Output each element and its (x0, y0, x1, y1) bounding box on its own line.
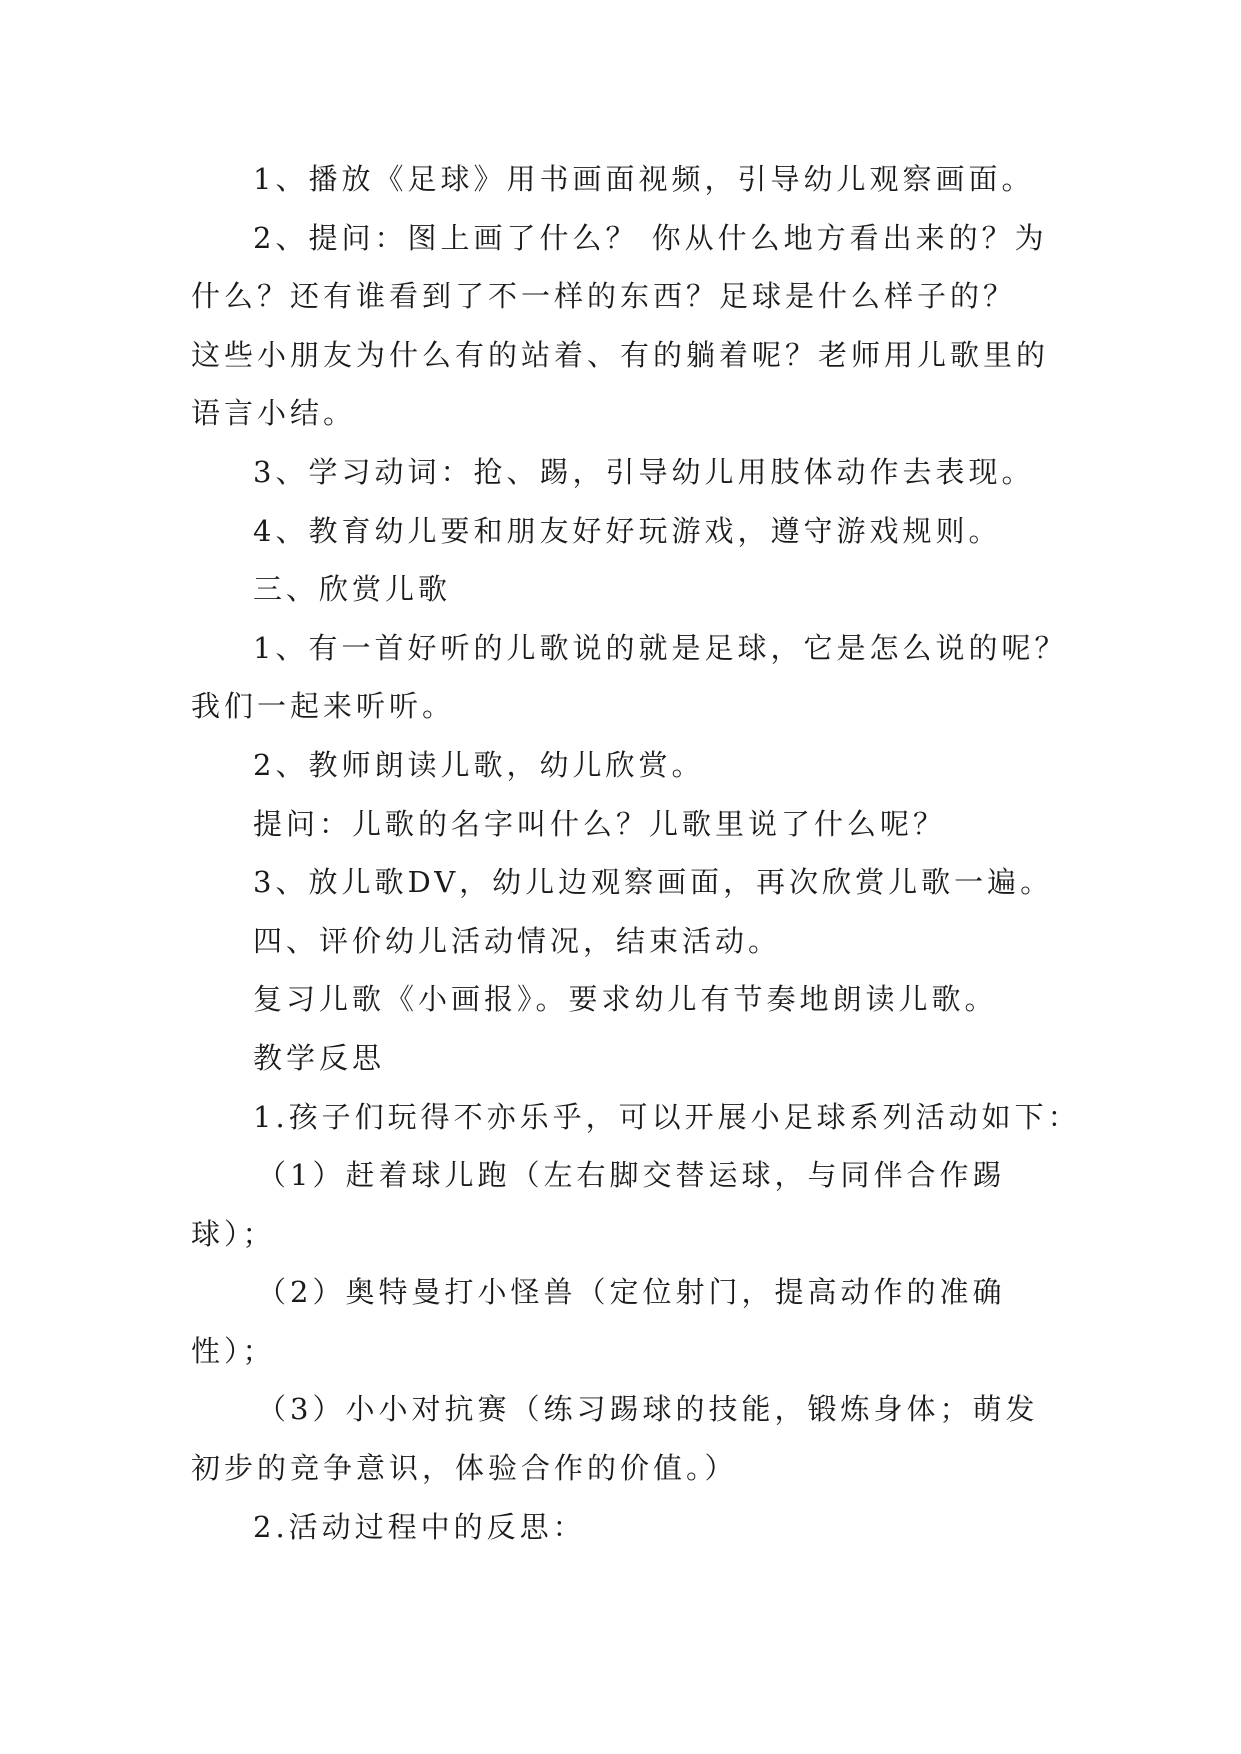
paragraph-line: 4、教育幼儿要和朋友好好玩游戏，遵守游戏规则。 (253, 513, 1002, 548)
paragraph-line: 1、有一首好听的儿歌说的就是足球，它是怎么说的呢？ (253, 630, 1068, 665)
paragraph-line: 2、提问：图上画了什么？ 你从什么地方看出来的？为 (253, 220, 1048, 255)
paragraph-line: 1、播放《足球》用书画面视频，引导幼儿观察画面。 (253, 162, 1035, 196)
paragraph-line: 1.孩子们玩得不亦乐乎，可以开展小足球系列活动如下： (253, 1099, 1081, 1134)
paragraph-line: 3、放儿歌DV，幼儿边观察画面，再次欣赏儿歌一遍。 (253, 865, 1054, 900)
paragraph-line: 我们一起来听听。 (191, 689, 456, 724)
section-heading: 教学反思 (253, 1040, 386, 1075)
paragraph-line: 2.活动过程中的反思： (253, 1509, 586, 1544)
paragraph-line: 这些小朋友为什么有的站着、有的躺着呢？老师用儿歌里的 (191, 337, 1050, 372)
paragraph-line: 2、教师朗读儿歌，幼儿欣赏。 (253, 747, 705, 782)
list-item-line: 性）； (191, 1333, 276, 1368)
list-item-line: 初步的竞争意识，体验合作的价值。） (191, 1451, 738, 1486)
list-item-line: （2）奥特曼打小怪兽（定位射门，提高动作的准确 (257, 1275, 1006, 1310)
document-body (191, 150, 1081, 1556)
paragraph-line: 什么？还有谁看到了不一样的东西？足球是什么样子的？ (191, 279, 1017, 314)
paragraph-line: 复习儿歌《小画报》。要求幼儿有节奏地朗读儿歌。 (253, 982, 998, 1017)
list-item-line: （3）小小对抗赛（练习踢球的技能，锻炼身体；萌发 (257, 1392, 1039, 1427)
paragraph-line: 语言小结。 (191, 396, 357, 431)
section-heading: 三、欣赏儿歌 (253, 572, 452, 607)
paragraph-line: 提问：儿歌的名字叫什么？儿歌里说了什么呢？ (253, 806, 947, 841)
section-heading: 四、评价幼儿活动情况，结束活动。 (253, 923, 782, 958)
list-item-line: 球）； (191, 1216, 276, 1251)
list-item-line: （1）赶着球儿跑（左右脚交替运球，与同伴合作踢 (257, 1158, 1006, 1193)
paragraph-line: 3、学习动词：抢、踢，引导幼儿用肢体动作去表现。 (253, 454, 1035, 489)
